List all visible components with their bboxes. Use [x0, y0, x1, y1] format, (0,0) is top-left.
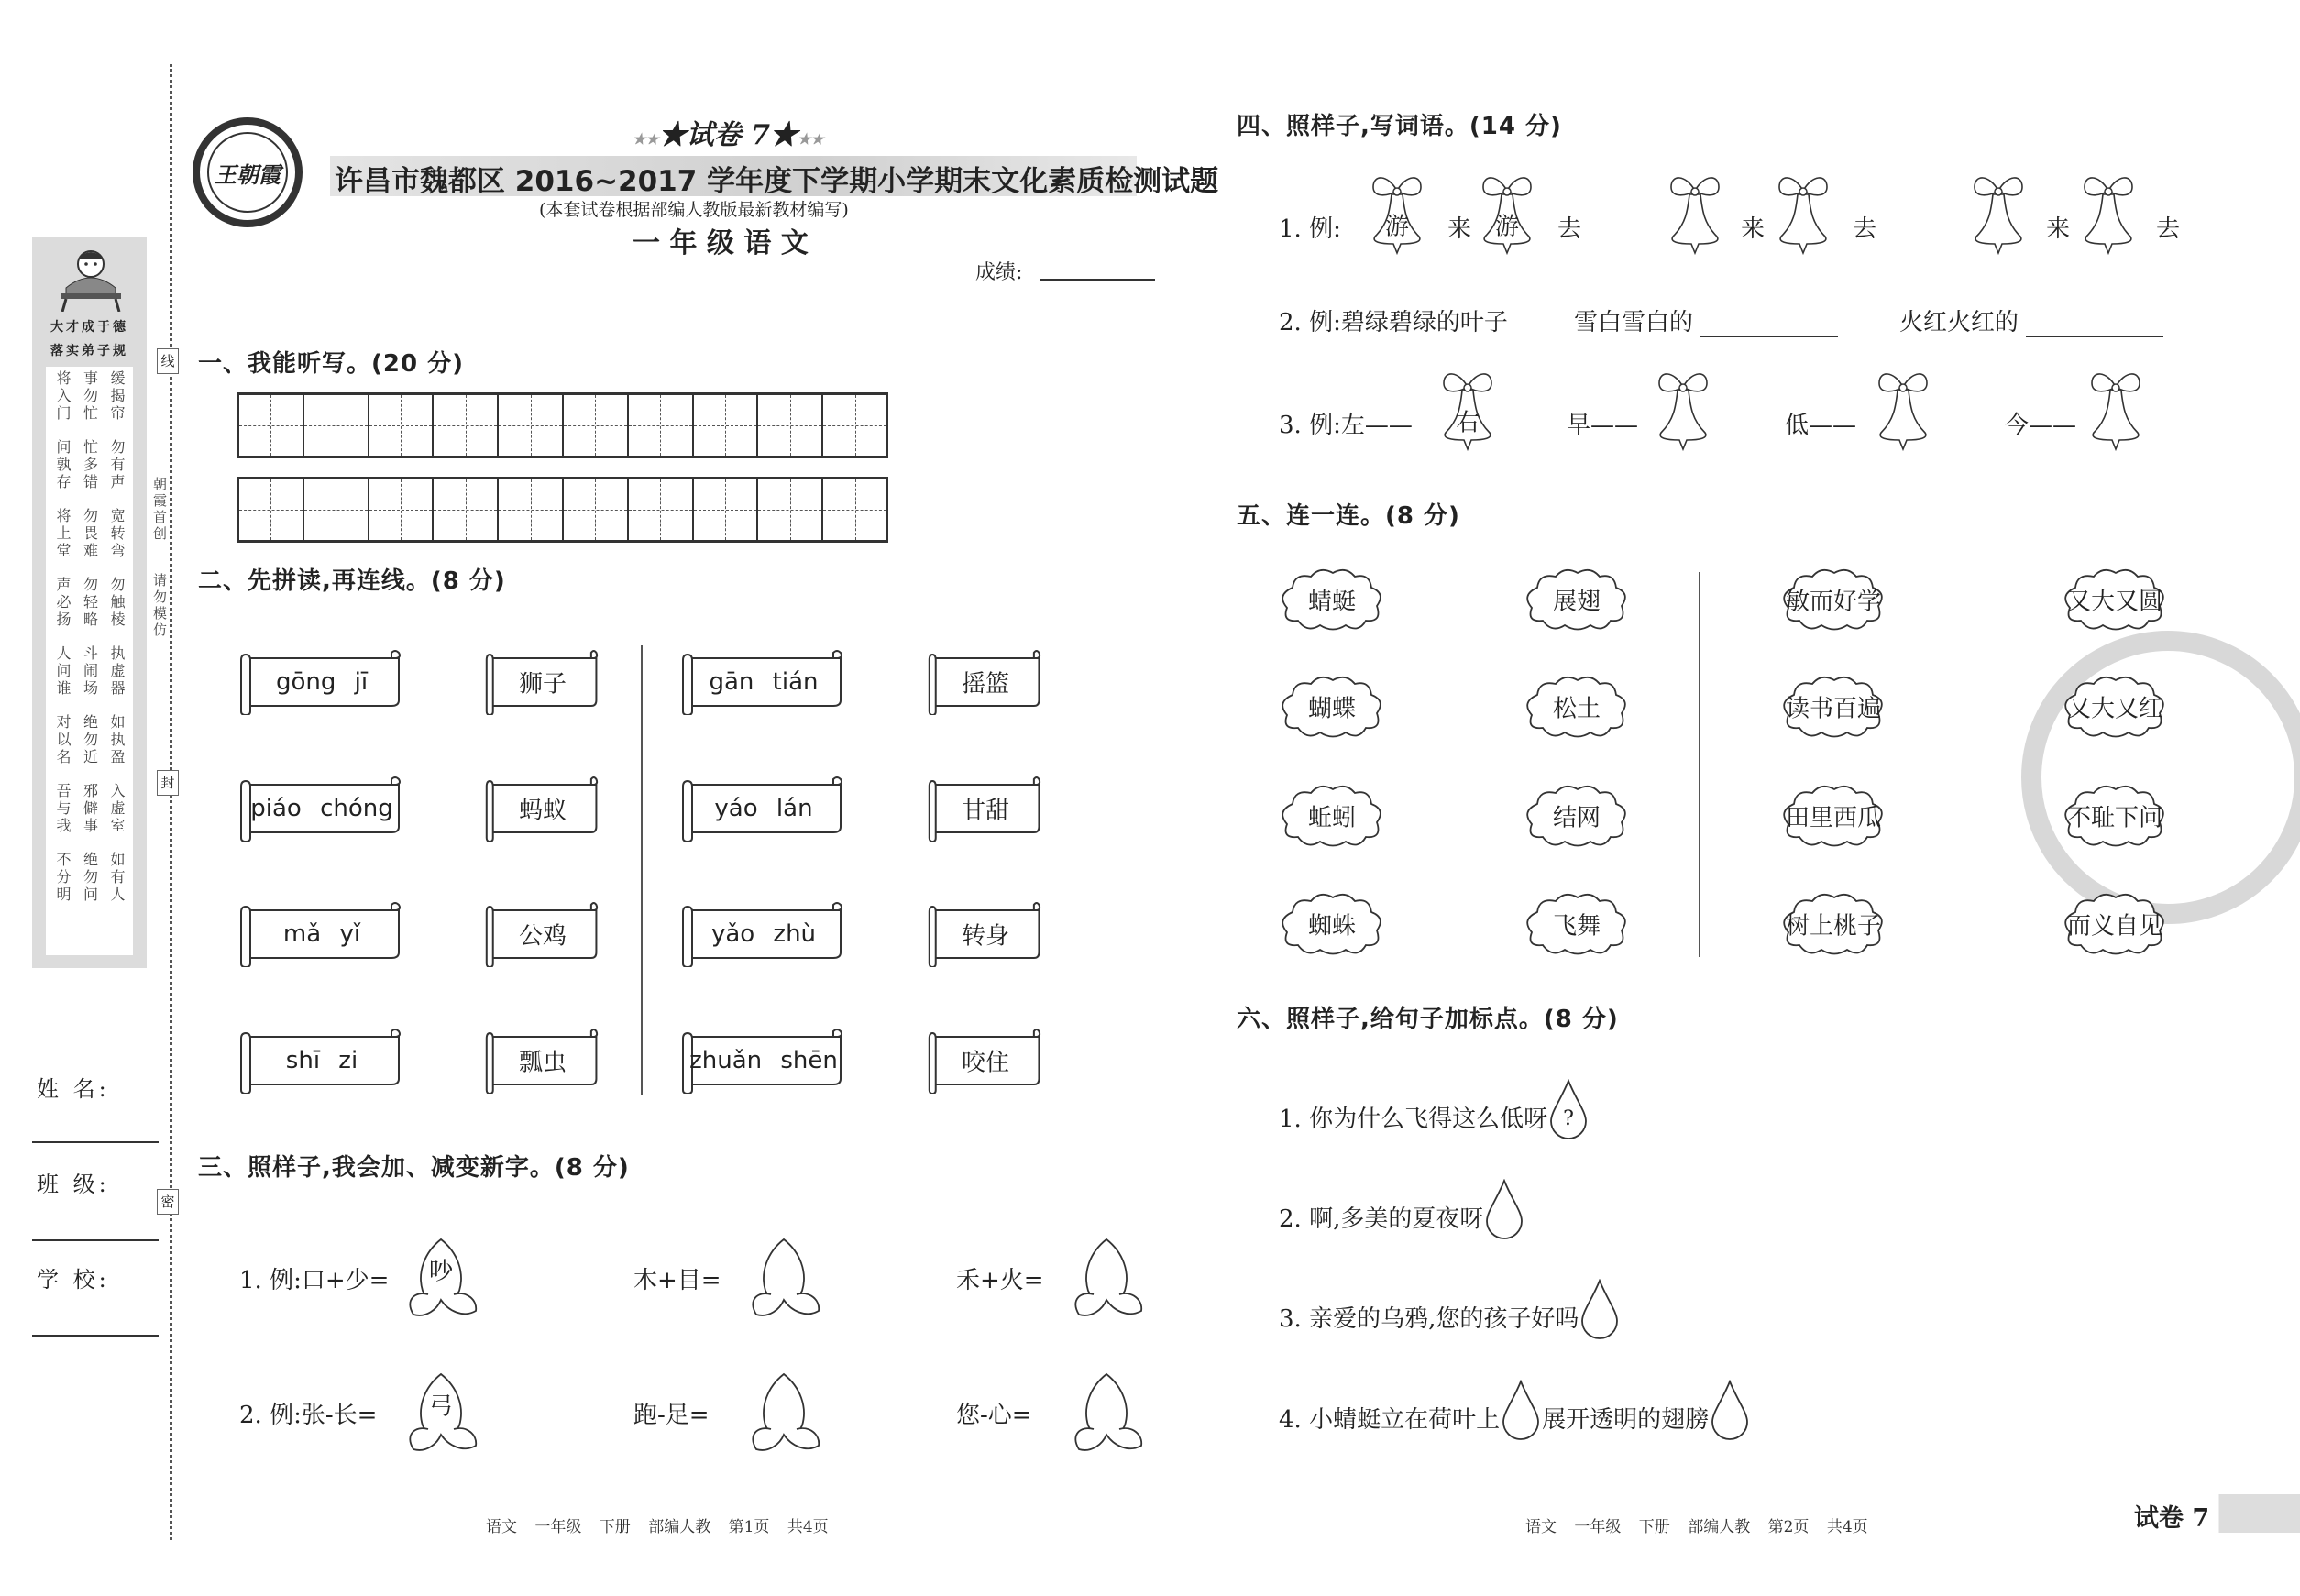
verse-phrase: 如执盈: [108, 714, 126, 766]
answer-peach[interactable]: [1062, 1236, 1150, 1320]
bell-shape: [2083, 369, 2149, 453]
pinyin-label: piáo chóng: [250, 795, 393, 822]
bell-shape: [1662, 172, 1728, 257]
word-scroll[interactable]: [927, 1028, 1044, 1094]
dictation-cell[interactable]: [434, 395, 499, 456]
section5-heading: 五、连一连。(8 分): [1237, 502, 1460, 530]
class-field[interactable]: [32, 1239, 159, 1241]
pinyin-label: shī zi: [285, 1047, 358, 1074]
peach-answer: 弓: [428, 1392, 453, 1421]
verse-phrase: 声必扬: [54, 577, 72, 629]
word-label: 公鸡: [518, 922, 567, 951]
equation-text: 2. 例:张-长=: [239, 1402, 378, 1429]
cloud-label: 田里西瓜: [1785, 804, 1881, 832]
s4-row2-item: 雪白雪白的: [1574, 303, 1838, 337]
cloud-label: 蚯蚓: [1307, 804, 1356, 832]
answer-bell[interactable]: [2083, 369, 2149, 453]
word-label: 甘甜: [961, 797, 1009, 825]
word-label: 摇篮: [961, 670, 1009, 699]
punctuation-drop[interactable]: [1483, 1179, 1525, 1239]
cloud-label: 敏而好学: [1785, 588, 1881, 616]
verse-block: [55, 852, 124, 904]
answer-blank[interactable]: [1700, 314, 1838, 337]
dictation-cell[interactable]: [758, 479, 823, 540]
logo-text: 王朝霞: [207, 132, 288, 213]
verse-phrase: 斗闹场: [81, 645, 99, 698]
dictation-cell[interactable]: [499, 479, 564, 540]
verse-phrase: 如有人: [108, 852, 126, 904]
fixed-character: 去: [1557, 215, 1582, 243]
page-footer-2: 语文 一年级 下册 部编人教 第2页 共4页: [1525, 1518, 1868, 1536]
drop-answer: ?: [1563, 1107, 1574, 1130]
corner-badge: [2097, 1494, 2300, 1533]
verse-phrase: 人问谁: [54, 645, 72, 698]
word-scroll[interactable]: [484, 649, 601, 715]
word-label: 狮子: [518, 670, 567, 699]
match-cloud[interactable]: [1274, 673, 1390, 741]
drop-shape: [1483, 1179, 1525, 1239]
word-scroll[interactable]: [484, 901, 601, 967]
word-scroll[interactable]: [484, 1028, 601, 1094]
answer-bell[interactable]: [1662, 172, 1728, 257]
dictation-cell[interactable]: [239, 395, 304, 456]
word-scroll[interactable]: [484, 776, 601, 842]
equation-text: 跑-足=: [633, 1402, 710, 1429]
verse-phrase: 勿轻略: [81, 577, 99, 629]
pinyin-label: gān tián: [709, 668, 819, 696]
verse-phrase: 勿触棱: [108, 577, 126, 629]
dizigui-verses: [46, 367, 133, 955]
word-label: 转身: [961, 922, 1009, 951]
peach-shape: [1062, 1370, 1150, 1455]
verse-phrase: 对以名: [54, 714, 72, 766]
sentence-text: 1. 你为什么飞得这么低呀: [1279, 1106, 1548, 1133]
pinyin-scroll[interactable]: [679, 649, 848, 715]
pinyin-scroll[interactable]: [237, 901, 406, 967]
punctuation-sentence: [1279, 1179, 1525, 1239]
verse-block: [55, 508, 124, 560]
punctuation-drop[interactable]: [1709, 1380, 1751, 1440]
dictation-cell[interactable]: [629, 479, 694, 540]
dictation-cell[interactable]: [823, 479, 888, 540]
exam-title: 许昌市魏都区 2016~2017 学年度下学期小学期末文化素质检测试题: [335, 165, 1219, 198]
score-field[interactable]: [1040, 279, 1155, 281]
s4-row2-item: 火红火红的: [1899, 303, 2163, 337]
match-cloud[interactable]: [1519, 673, 1634, 741]
brand-logo: [193, 117, 303, 227]
match-cloud[interactable]: [1765, 782, 1902, 850]
punctuation-drop[interactable]: [1547, 1079, 1590, 1139]
school-field[interactable]: [32, 1335, 159, 1337]
verse-phrase: 勿有声: [108, 439, 126, 491]
equation-text: 您-心=: [956, 1402, 1032, 1429]
dictation-cell[interactable]: [758, 395, 823, 456]
dictation-cell[interactable]: [239, 479, 304, 540]
match-cloud[interactable]: [1765, 673, 1902, 741]
match-cloud[interactable]: [1765, 890, 1902, 958]
verse-phrase: 入虚室: [108, 783, 126, 835]
fixed-character: 来: [2046, 215, 2071, 243]
antonym-prompt: 今——: [2005, 412, 2077, 439]
cloud-label: 松土: [1552, 695, 1601, 723]
dictation-cell[interactable]: [564, 479, 629, 540]
sentence-text: 3. 亲爱的乌鸦,您的孩子好吗: [1279, 1305, 1579, 1333]
binding-mark-line: 线: [157, 348, 179, 374]
verse-phrase: 邪僻事: [81, 783, 99, 835]
drop-shape: [1500, 1380, 1542, 1440]
fixed-character: 去: [1853, 215, 1877, 243]
pinyin-scroll[interactable]: [679, 1028, 848, 1094]
answer-bell[interactable]: [2075, 172, 2141, 257]
punctuation-drop[interactable]: [1500, 1380, 1542, 1440]
verse-phrase: 不分明: [54, 852, 72, 904]
match-cloud[interactable]: [1765, 566, 1902, 633]
equation-text: 1. 例:口+少=: [239, 1267, 390, 1294]
copyright-note: 请勿模仿: [151, 573, 168, 639]
corner-badge-label: 试卷 7: [2134, 1504, 2210, 1533]
student-reading-illustration: [55, 246, 127, 312]
column-divider: [641, 645, 643, 1095]
bell-shape: [2075, 172, 2141, 257]
answer-peach[interactable]: [397, 1236, 485, 1320]
cloud-label: 蝴蝶: [1307, 695, 1356, 723]
binding-dotted-line: [170, 64, 172, 1540]
verse-block: [55, 645, 124, 698]
answer-bell[interactable]: [1965, 172, 2031, 257]
peach-answer: 吵: [428, 1258, 453, 1286]
match-cloud[interactable]: [1274, 890, 1390, 958]
word-scroll[interactable]: [927, 901, 1044, 967]
bell-shape: [1870, 369, 1936, 453]
bell-shape: [1965, 172, 2031, 257]
answer-bell[interactable]: [1364, 172, 1430, 257]
bell-shape: [1770, 172, 1836, 257]
dictation-cell[interactable]: [823, 395, 888, 456]
bell-answer: 游: [1384, 213, 1409, 241]
drop-shape: [1709, 1380, 1751, 1440]
cloud-label: 读书百遍: [1785, 695, 1881, 723]
dictation-grid-row[interactable]: [237, 392, 888, 458]
fixed-character: 去: [2156, 215, 2181, 243]
dictation-cell[interactable]: [694, 395, 759, 456]
section3-heading: 三、照样子,我会加、减变新字。(8 分): [198, 1154, 630, 1182]
match-cloud[interactable]: [2046, 890, 2184, 958]
pinyin-scroll[interactable]: [237, 1028, 406, 1094]
punctuation-drop[interactable]: [1579, 1279, 1621, 1339]
match-cloud[interactable]: [2046, 782, 2184, 850]
score-label: 成绩:: [975, 261, 1023, 284]
match-cloud[interactable]: [1519, 890, 1634, 958]
word-label: 咬住: [961, 1049, 1009, 1077]
cloud-label: 蜻蜓: [1307, 588, 1356, 616]
verse-phrase: 吾与我: [54, 783, 72, 835]
antonym-prompt: 3. 例:左——: [1279, 412, 1413, 439]
dictation-grid-row[interactable]: [237, 477, 888, 543]
antonym-prompt: 早——: [1567, 412, 1639, 439]
verse-block: [55, 370, 124, 423]
dictation-cell[interactable]: [304, 479, 369, 540]
sidebar-motto-line: 落实弟子规: [50, 344, 128, 358]
dictation-cell[interactable]: [499, 395, 564, 456]
drop-shape: [1579, 1279, 1621, 1339]
section4-heading: 四、照样子,写词语。(14 分): [1237, 113, 1562, 140]
answer-peach[interactable]: [1062, 1370, 1150, 1455]
answer-bell[interactable]: [1435, 369, 1501, 453]
verse-phrase: 将上堂: [54, 508, 72, 560]
punctuation-sentence: [1279, 1079, 1590, 1139]
match-cloud[interactable]: [1519, 782, 1634, 850]
pinyin-scroll[interactable]: [237, 776, 406, 842]
verse-block: [55, 783, 124, 835]
pinyin-scroll[interactable]: [679, 901, 848, 967]
match-cloud[interactable]: [1519, 566, 1634, 633]
antonym-prompt: 低——: [1785, 412, 1857, 439]
punctuation-sentence: [1279, 1279, 1621, 1339]
verse-block: [55, 714, 124, 766]
section2-heading: 二、先拼读,再连线。(8 分): [198, 567, 506, 595]
verse-phrase: 执虚器: [108, 645, 126, 698]
subject-title: 一 年 级 语 文: [633, 227, 809, 259]
verse-block: [55, 439, 124, 491]
verse-phrase: 绝勿问: [81, 852, 99, 904]
page-footer-1: 语文 一年级 下册 部编人教 第1页 共4页: [486, 1518, 829, 1536]
pinyin-label: yáo lán: [714, 795, 813, 822]
verse-phrase: 忙多错: [81, 439, 99, 491]
verse-phrase: 缓揭帘: [108, 370, 126, 423]
cloud-label: 不耻下问: [2066, 804, 2162, 832]
answer-peach[interactable]: [740, 1370, 828, 1455]
copyright-note: 朝霞首创: [151, 477, 168, 543]
dictation-cell[interactable]: [629, 395, 694, 456]
word-scroll[interactable]: [927, 776, 1044, 842]
cloud-label: 飞舞: [1552, 912, 1601, 941]
verse-block: [55, 577, 124, 629]
pinyin-label: yǎo zhù: [710, 920, 817, 948]
fixed-character: 来: [1741, 215, 1766, 243]
s4-row2-example: 2. 例:碧绿碧绿的叶子: [1279, 309, 1508, 336]
cloud-label: 结网: [1552, 804, 1601, 832]
punctuation-sentence: [1279, 1380, 1751, 1440]
section6-heading: 六、照样子,给句子加标点。(8 分): [1237, 1006, 1619, 1033]
verse-phrase: 事勿忙: [81, 370, 99, 423]
bell-answer: 游: [1494, 213, 1519, 241]
bell-answer: 右: [1455, 409, 1480, 437]
match-cloud[interactable]: [1274, 782, 1390, 850]
match-cloud[interactable]: [2046, 673, 2184, 741]
peach-shape: [740, 1236, 828, 1320]
paper-label: ★★★试卷 7★★★: [633, 119, 824, 151]
dictation-cell[interactable]: [369, 479, 435, 540]
sidebar-motto-line: 大才成于德: [50, 320, 128, 335]
word-scroll[interactable]: [927, 649, 1044, 715]
pinyin-label: gōng jī: [275, 668, 369, 696]
verse-phrase: 勿畏难: [81, 508, 99, 560]
sentence-text: 2. 啊,多美的夏夜呀: [1279, 1205, 1484, 1233]
dictation-cell[interactable]: [304, 395, 369, 456]
verse-phrase: 问孰存: [54, 439, 72, 491]
s4-row1-prefix: 1. 例:: [1279, 215, 1341, 243]
pinyin-label: zhuǎn shēn: [689, 1047, 838, 1074]
pinyin-label: mǎ yǐ: [282, 920, 361, 948]
answer-peach[interactable]: [397, 1370, 485, 1455]
cloud-label: 树上桃子: [1785, 912, 1881, 941]
class-field-label: 班 级:: [37, 1172, 110, 1197]
sentence-text: 4. 小蜻蜓立在荷叶上: [1279, 1406, 1501, 1434]
verse-phrase: 绝勿近: [81, 714, 99, 766]
answer-peach[interactable]: [740, 1236, 828, 1320]
dictation-cell[interactable]: [434, 479, 499, 540]
fixed-character: 来: [1447, 215, 1472, 243]
answer-bell[interactable]: [1770, 172, 1836, 257]
pinyin-scroll[interactable]: [237, 649, 406, 715]
equation-text: 禾+火=: [956, 1267, 1044, 1294]
cloud-label: 而义自见: [2066, 912, 2162, 941]
bell-shape: [1650, 369, 1716, 453]
school-field-label: 学 校:: [37, 1267, 110, 1293]
answer-bell[interactable]: [1650, 369, 1716, 453]
match-cloud[interactable]: [1274, 566, 1390, 633]
verse-phrase: 将入门: [54, 370, 72, 423]
dictation-cell[interactable]: [564, 395, 629, 456]
section1-heading: 一、我能听写。(20 分): [198, 350, 464, 378]
cloud-label: 蜘蛛: [1307, 912, 1356, 941]
answer-bell[interactable]: [1474, 172, 1540, 257]
name-field-label: 姓 名:: [37, 1076, 110, 1102]
sentence-text: 展开透明的翅膀: [1542, 1406, 1710, 1434]
answer-blank[interactable]: [2026, 314, 2163, 337]
exam-subtitle: (本套试卷根据部编人教版最新教材编写): [539, 200, 849, 220]
word-label: 瓢虫: [518, 1049, 567, 1077]
name-field[interactable]: [32, 1141, 159, 1143]
equation-text: 木+目=: [633, 1267, 721, 1294]
pinyin-scroll[interactable]: [679, 776, 848, 842]
cloud-label: 又大又红: [2066, 695, 2162, 723]
binding-mark-seal: 封: [157, 770, 179, 796]
cloud-label: 又大又圆: [2066, 588, 2162, 616]
dictation-cell[interactable]: [369, 395, 435, 456]
peach-shape: [1062, 1236, 1150, 1320]
match-cloud[interactable]: [2046, 566, 2184, 633]
dictation-cell[interactable]: [694, 479, 759, 540]
verse-phrase: 宽转弯: [108, 508, 126, 560]
answer-bell[interactable]: [1870, 369, 1936, 453]
peach-shape: [740, 1370, 828, 1455]
cloud-label: 展翅: [1552, 588, 1601, 616]
column-divider: [1699, 572, 1700, 957]
word-label: 蚂蚁: [518, 797, 567, 825]
binding-mark-secret: 密: [157, 1189, 179, 1215]
